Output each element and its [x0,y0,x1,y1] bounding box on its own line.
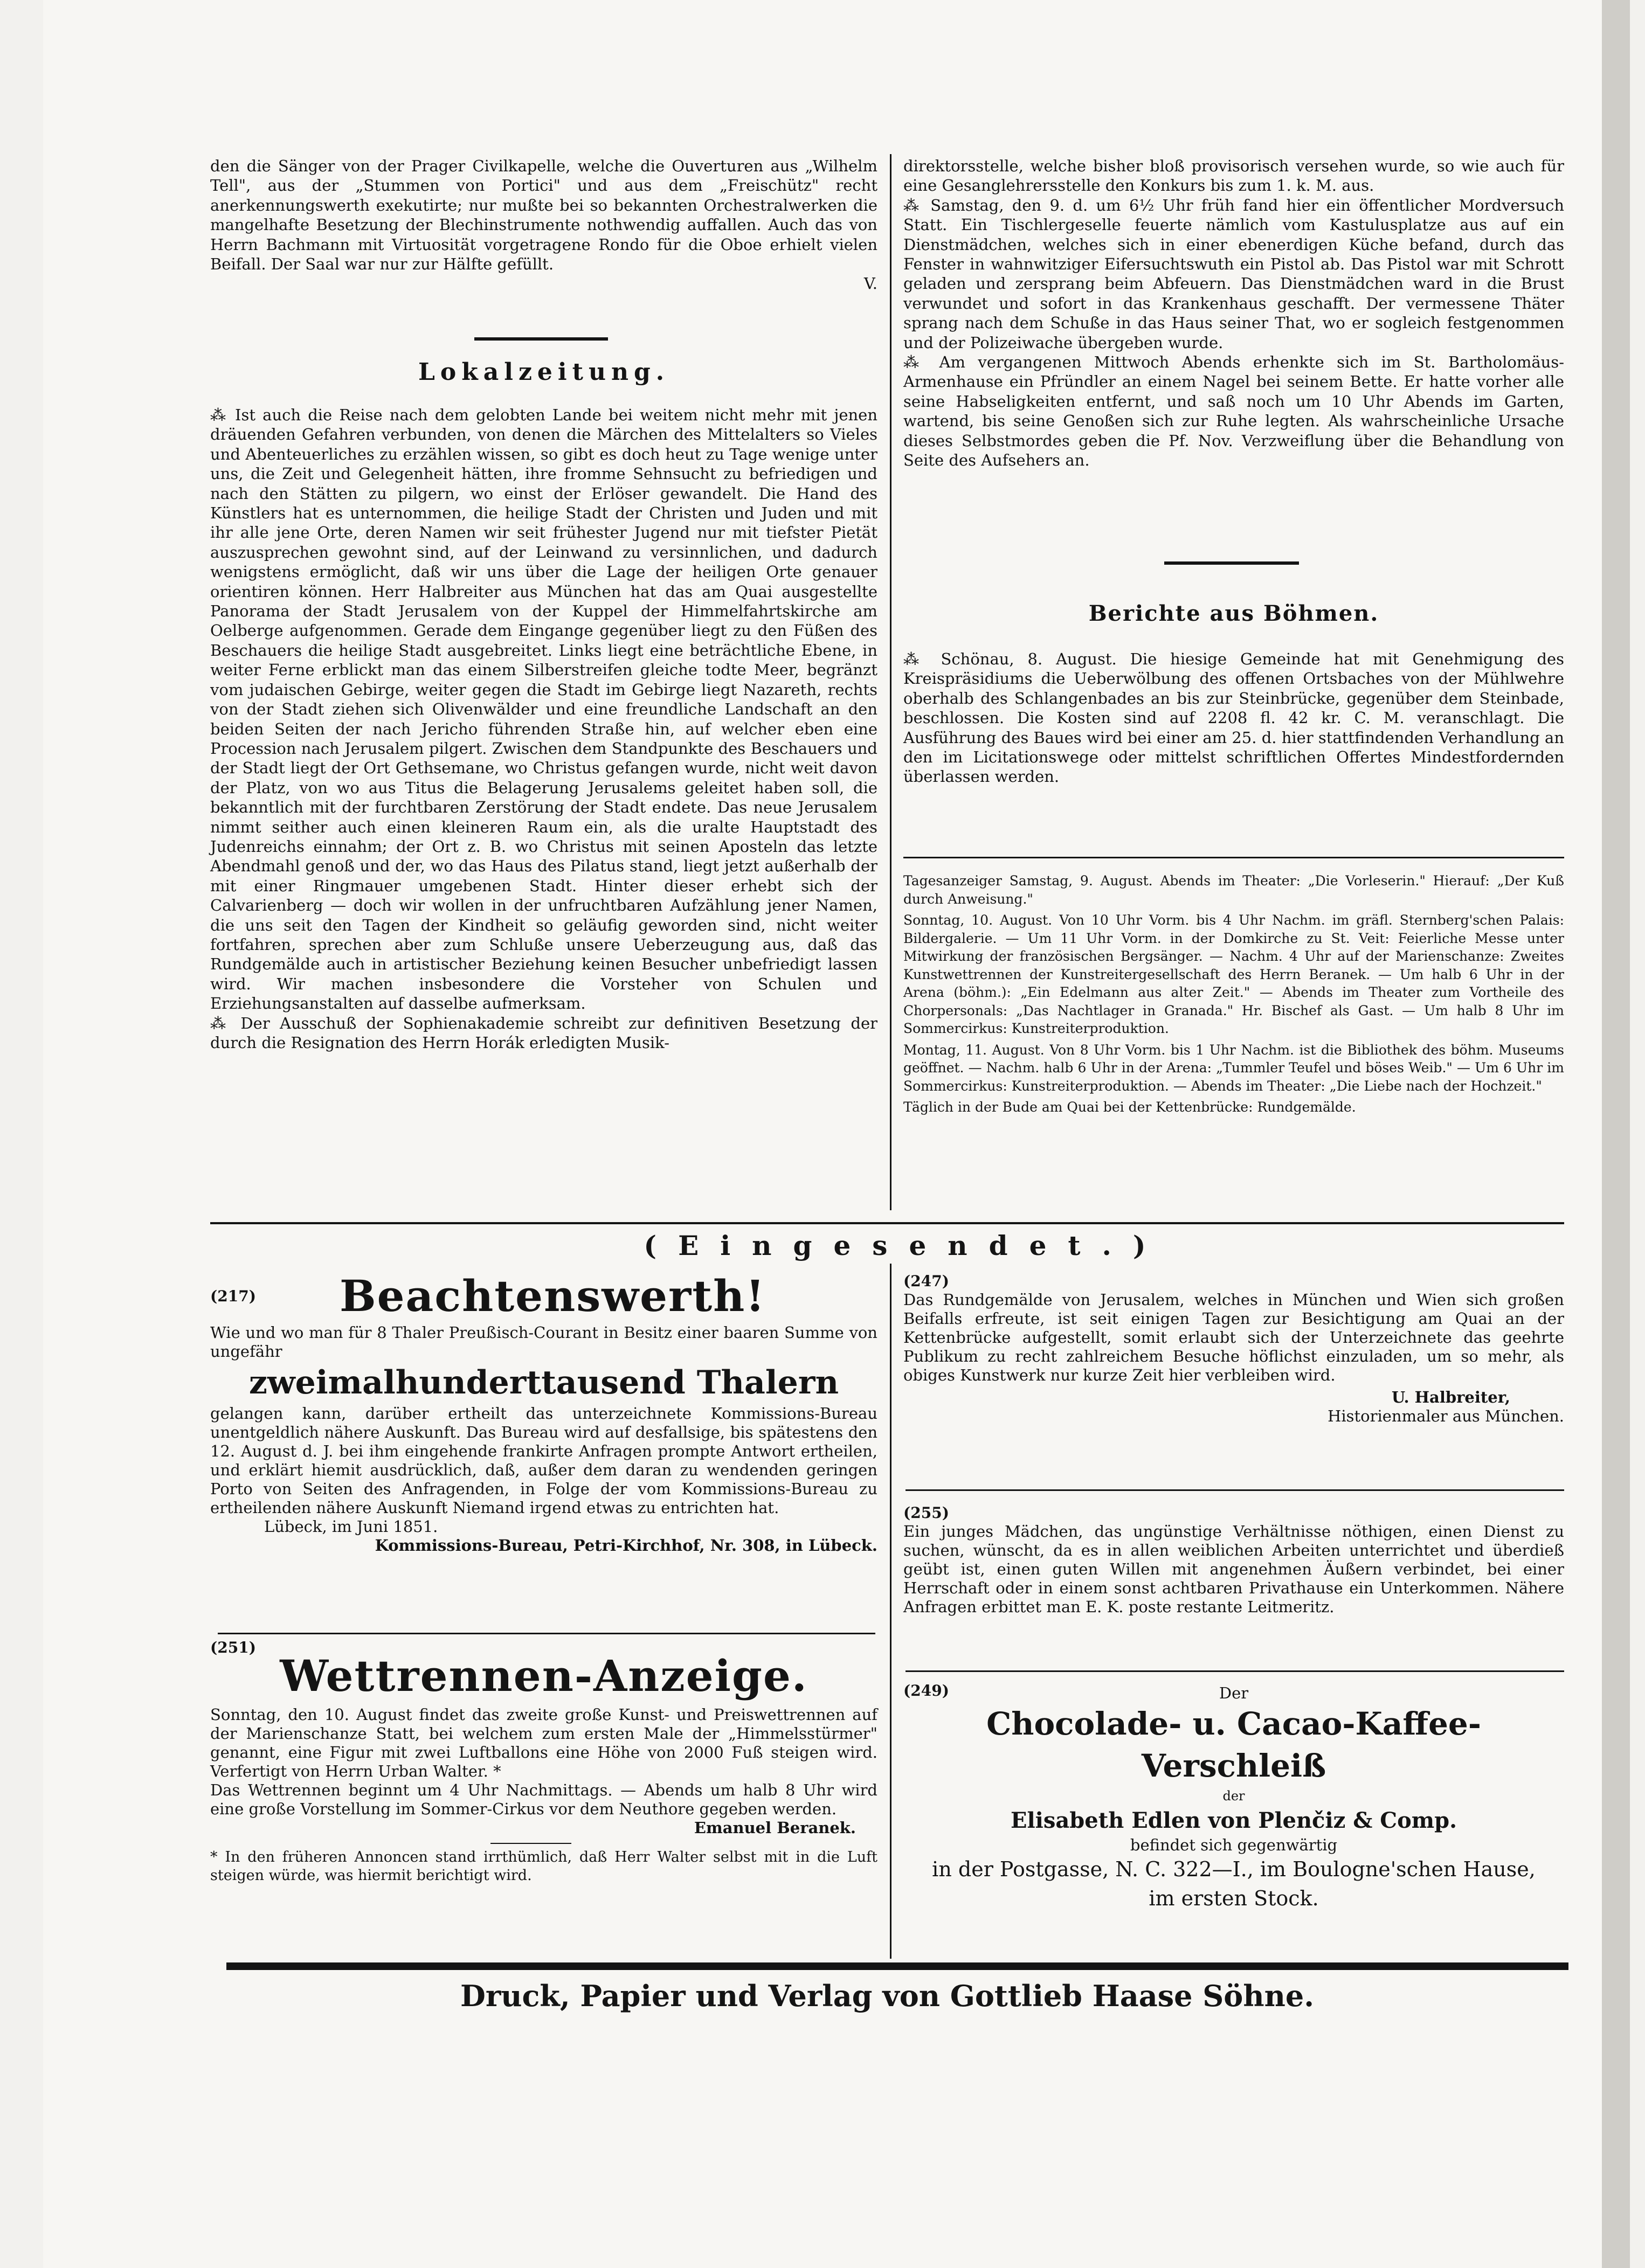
section-divider [474,337,608,341]
ad-divider-2 [906,1489,1564,1491]
article-schoenau: ⁂ Schönau, 8. August. Die hiesige Gemeinde hat mit Genehmigung des Kreispräsidiums die Ueberwölbung des offenen Ortsbaches von der Mühlwehre oberhalb des Schlangenbades an bis zur Steinbrücke, gegenüber dem Steinbade, beschlossen. Die Kosten sind auf 2208 fl. 42 kr. C. M. veranschlagt. Die Ausführung des Baues wird bei einer am 25. d. hier stattfindenden Verhandlung an den im Licitationswege oder mittelst schriftlichen Offertes Mindestfordernden überlassen werden. [903,650,1564,786]
ad-251-footnote: * In den früheren Annoncen stand irrthümlich, daß Herr Walter selbst mit in die Luft steigen würde, was hiermit berichtigt wird. [210,1849,877,1884]
eingesendet-top-rule [210,1222,1564,1224]
boehmen-articles [903,649,1564,787]
ad-247-signature-sub: Historienmaler aus München. [1328,1407,1564,1425]
agenda-sunday: Sonntag, 10. August. Von 10 Uhr Vorm. bis 4 Uhr Nachm. im gräfl. Sternberg'schen Palais: Bildergalerie. — Um 11 Uhr Vorm. in der Domkirche zu St. Veit: Feierliche Messe unter Mitwirkung der französischen Bergsänger. — Nachm. 4 Uhr auf der Marienschanze: Zweites Kunstwettrennen der Kunstreitergesellschaft des Herrn Beranek. — Um halb 6 Uhr in der Arena (böhm.): „Ein Edelmann aus alter Zeit." — Abends im Theater zum Vortheile des Chorpersonals: „Das Nachtlager in Granada." Hr. Bischef als Gast. — Um halb 8 Uhr im Sommercirkus: Kunstreiterproduktion. [903,912,1564,1036]
ad-249-number: (249) [903,1682,949,1700]
ad-251-text-1: Sonntag, den 10. August findet das zweite große Kunst- und Preiswettrennen auf der Marienschanze Statt, bei welchem zum ersten Male der „Himmelsstürmer" genannt, eine Figur mit zwei Luftballons eine Höhe von 2000 Fuß steigen wird. Verfertigt von Herrn Urban Walter. * [210,1705,877,1780]
ad-divider-3 [906,1670,1564,1672]
article-mordversuch: ⁂ Samstag, den 9. d. um 6½ Uhr früh fand hier ein öffentlicher Mordversuch Statt. Ein Tischlergeselle feuerte nämlich vom Kastulusplatze aus auf ein Dienstmädchen, welches sich in einer ebenerdigen Küche befand, durch das Fenster in wahnwitziger Eifersuchtswuth ein Pistol ab. Das Pistol war mit Schrott geladen und zersprang beim Abfeuern. Das Dienstmädchen ward in die Brust verwundet und sofort in das Krankenhaus geschafft. Der vermessene Thäter sprang nach dem Schuße in das Haus seiner That, wo er sogleich festgenommen und der Polizeiwache übergeben wurde. [903,196,1564,352]
continuation-paragraph: direktorsstelle, welche bisher bloß provisorisch versehen wurde, so wie auch für eine Gesanglehrersstelle den Konkurs bis zum 1. k. M. aus. [903,157,1564,195]
footer-imprint: Druck, Papier und Verlag von Gottlieb Haase Söhne. [460,1979,1314,2013]
left-column [210,156,877,294]
ad-249-der2: der [1222,1788,1245,1804]
article-sophienakademie: ⁂ Der Ausschuß der Sophienakademie schreibt zur definitiven Besetzung der durch die Resignation des Herrn Horák erledigten Musik- [210,1014,877,1052]
ad-249-line-3: befindet sich gegenwärtig [1130,1836,1338,1854]
ad-217-text-1: Wie und wo man für 8 Thaler Preußisch-Courant in Besitz einer baaren Summe von ungefähr [210,1323,877,1361]
intro-signature: V. [863,274,877,293]
ad-249-title: Chocolade- u. Cacao-Kaffee-Verschleiß [986,1705,1481,1784]
section-divider-right [1164,561,1299,565]
intro-paragraph: den die Sänger von der Prager Civilkapelle, welche die Ouverturen aus „Wilhelm Tell", aus der „Stummen von Portici" und aus dem „Freischütz" recht anerkennungswerth exekutirte; nur mußte bei so bekannten Orchestralwerken die mangelhafte Besetzung der Blechinstrumente nothwendig auffallen. Auch das von Herrn Bachmann mit Virtuosität vorgetragene Rondo für die Oboe erhielt vielen Beifall. Der Saal war nur zur Hälfte gefüllt. [210,157,877,274]
ad-247-number: (247) [903,1272,949,1290]
lokal-articles [210,405,877,1052]
ad-217-title: Beachtenswerth! [340,1271,766,1321]
footnote-rule [490,1843,571,1844]
ad-251-signature: Emanuel Beranek. [694,1819,856,1837]
agenda-daily: Täglich in der Bude am Quai bei der Kettenbrücke: Rundgemälde. [903,1099,1356,1115]
ad-249-line-5: im ersten Stock. [1149,1886,1319,1910]
agenda-divider [903,857,1564,858]
ad-251-number: (251) [210,1639,256,1656]
ad-217 [210,1272,877,1555]
ad-217-text-2: gelangen kann, darüber ertheilt das unterzeichnete Kommissions-Bureau unentgeldlich nähere Auskunft. Das Bureau wird auf desfallsige, bis spätestens den 12. August d. J. bei ihm eingehende frankirte Anfragen prompte Antwort ertheilen, und erklärt hiemit ausdrücklich, daß, außer dem daran zu wendenden geringen Porto von Seiten des Anfragenden, in Folge der vom Kommissions-Bureau zu ertheilenden nähere Auskunft Niemand irgend etwas zu entrichten hat. [210,1404,877,1517]
ad-255 [903,1503,1564,1617]
ad-247 [903,1272,1564,1426]
ads-column-separator [890,1264,891,1959]
ad-217-number: (217) [210,1287,256,1305]
ad-divider-1 [218,1633,875,1634]
ad-217-signature: Kommissions-Bureau, Petri-Kirchhof, Nr. 308, in Lübeck. [375,1536,877,1555]
agenda-saturday: Tagesanzeiger Samstag, 9. August. Abends im Theater: „Die Vorleserin." Hierauf: „Der Kuß durch Anweisung." [903,873,1564,907]
ad-251-text-2: Das Wettrennen beginnt um 4 Uhr Nachmittags. — Abends um halb 8 Uhr wird eine große Vorstellung im Sommer-Cirkus vor dem Neuthore gegeben werden. [210,1781,877,1818]
ad-249 [903,1681,1564,1913]
tagesanzeiger [903,872,1564,1120]
column-separator [890,154,891,1210]
section-title-lokalzeitung: Lokalzeitung. [418,358,670,386]
page-edge-shadow [1602,0,1630,2268]
ad-251 [210,1638,877,1885]
ad-249-der: Der [1219,1684,1249,1702]
ad-251-title: Wettrennen-Anzeige. [280,1650,808,1701]
footer-heavy-rule [226,1962,1568,1970]
ad-217-place-date: Lübeck, im Juni 1851. [264,1517,438,1536]
agenda-monday: Montag, 11. August. Von 8 Uhr Vorm. bis 1 Uhr Nachm. ist die Bibliothek des böhm. Museums geöffnet. — Nachm. halb 6 Uhr in der Arena: „Tummler Teufel und böses Weib." — Um 6 Uhr im Sommercirkus: Kunstreiterproduktion. — Abends im Theater: „Die Liebe nach der Hochzeit." [903,1042,1564,1094]
ad-255-text: Ein junges Mädchen, das ungünstige Verhältnisse nöthigen, einen Dienst zu suchen, wünscht, da es in allen weiblichen Arbeiten unterrichtet und überdieß geübt ist, einen guten Willen mit angenehmen Äußern verbindet, bei einer Herrschaft oder in einem sonst achtbaren Privathause ein Unterkommen. Nähere Anfragen erbittet man E. K. poste restante Leitmeritz. [903,1522,1564,1616]
article-jerusalem-panorama: ⁂ Ist auch die Reise nach dem gelobten Lande bei weitem nicht mehr mit jenen dräuenden Gefahren verbunden, von denen die Märchen des Mittelalters so Vieles und Abenteuerliches zu erzählen wissen, so gibt es doch heut zu Tage wenige unter uns, die Zeit und Gelegenheit hätten, ihre fromme Sehnsucht zu befriedigen und nach den Stätten zu pilgern, wo einst der Erlöser gewandelt. Die Hand des Künstlers hat es unternommen, die heilige Stadt der Christen und Juden und mit ihr alle jene Orte, deren Namen wir seit frühester Jugend nur mit tiefster Pietät auszusprechen gewohnt sind, auf der Leinwand zu versinnlichen, und dadurch wenigstens ermöglicht, daß wir uns über die Lage der heiligen Orte genauer orientiren können. Herr Halbreiter aus München hat das am Quai ausgestellte Panorama der Stadt Jerusalem von der Kuppel der Himmelfahrtskirche am Oelberge aufgenommen. Gerade dem Eingange gegenüber liegt zu den Füßen des Beschauers die heilige Stadt ausgebreitet. Links liegt eine beträchtliche Ebene, in weiter Ferne erblickt man das einem Silberstreifen gleiche todte Meer, begränzt vom judaischen Gebirge, weiter gegen die Stadt im Gebirge liegt Nazareth, rechts von der Stadt ziehen sich Olivenwälder und eine freundliche Landschaft an den beiden Seiten der nach Jericho führenden Straße hin, auf welcher eben eine Procession nach Jerusalem pilgert. Zwischen dem Standpunkte des Beschauers und der Stadt liegt der Ort Gethsemane, wo Christus gefangen wurde, nicht weit davon der Platz, von wo aus Titus die Belagerung Jerusalems geleitet haben soll, die bekanntlich mit der furchtbaren Zerstörung der Stadt endete. Das neue Jerusalem nimmt seither auch einen kleineren Raum ein, als die uralte Hauptstadt des Judenreichs einnahm; der Ort z. B. wo Christus mit seinen Aposteln das letzte Abendmahl genoß und der, wo das Haus des Pilatus stand, liegt jetzt außerhalb der mit einer Ringmauer umgebenen Stadt. Hinter dieser erhebt sich der Calvarienberg — doch wir wollen in der unfruchtbaren Aufzählung jener Namen, die uns seit den Tagen der Kindheit so geläufig geworden sind, nicht weiter fortfahren, sprechen aber zum Schluße unsere Ueberzeugung aus, daß das Rundgemälde auch in artistischer Beziehung keinen Besucher unbefriedigt lassen wird. Wir machen insbesondere die Vorsteher von Schulen und Erziehungsanstalten auf dasselbe aufmerksam. [210,406,877,1013]
ad-247-signature: U. Halbreiter, [1391,1388,1510,1406]
ad-247-text: Das Rundgemälde von Jerusalem, welches in München und Wien sich großen Beifalls erfreute, ist seit einigen Tagen zur Besichtigung am Quai an der Kettenbrücke aufgestellt, somit erlaubt sich der Unterzeichnete das geehrte Publikum zu recht zahlreichem Besuche höflichst einzuladen, um so mehr, als obiges Kunstwerk nur kurze Zeit hier verbleiben wird. [903,1291,1564,1384]
ad-249-line-4: in der Postgasse, N. C. 322—I., im Boulogne'schen Hause, [932,1857,1536,1881]
right-column [903,156,1564,470]
ad-255-number: (255) [903,1504,949,1522]
ad-249-company: Elisabeth Edlen von Plenčiz & Comp. [1010,1808,1457,1833]
ad-217-amount: zweimalhunderttausend Thalern [248,1364,839,1402]
eingesendet-heading: (Eingesendet.) [644,1230,1167,1261]
section-title-boehmen: Berichte aus Böhmen. [1088,601,1379,626]
article-selbstmord: ⁂ Am vergangenen Mittwoch Abends erhenkte sich im St. Bartholomäus-Armenhause ein Pfründler an einem Nagel bei seinem Bette. Er hatte vorher alle seine Habseligkeiten entfernt, und saß noch um 10 Uhr Abends im Garten, wartend, bis seine Genoßen sich zur Ruhe legten. Als wahrscheinliche Ursache dieses Selbstmordes geben die Pf. Nov. Verzweiflung über die Behandlung von Seite des Aufsehers an. [903,353,1564,470]
